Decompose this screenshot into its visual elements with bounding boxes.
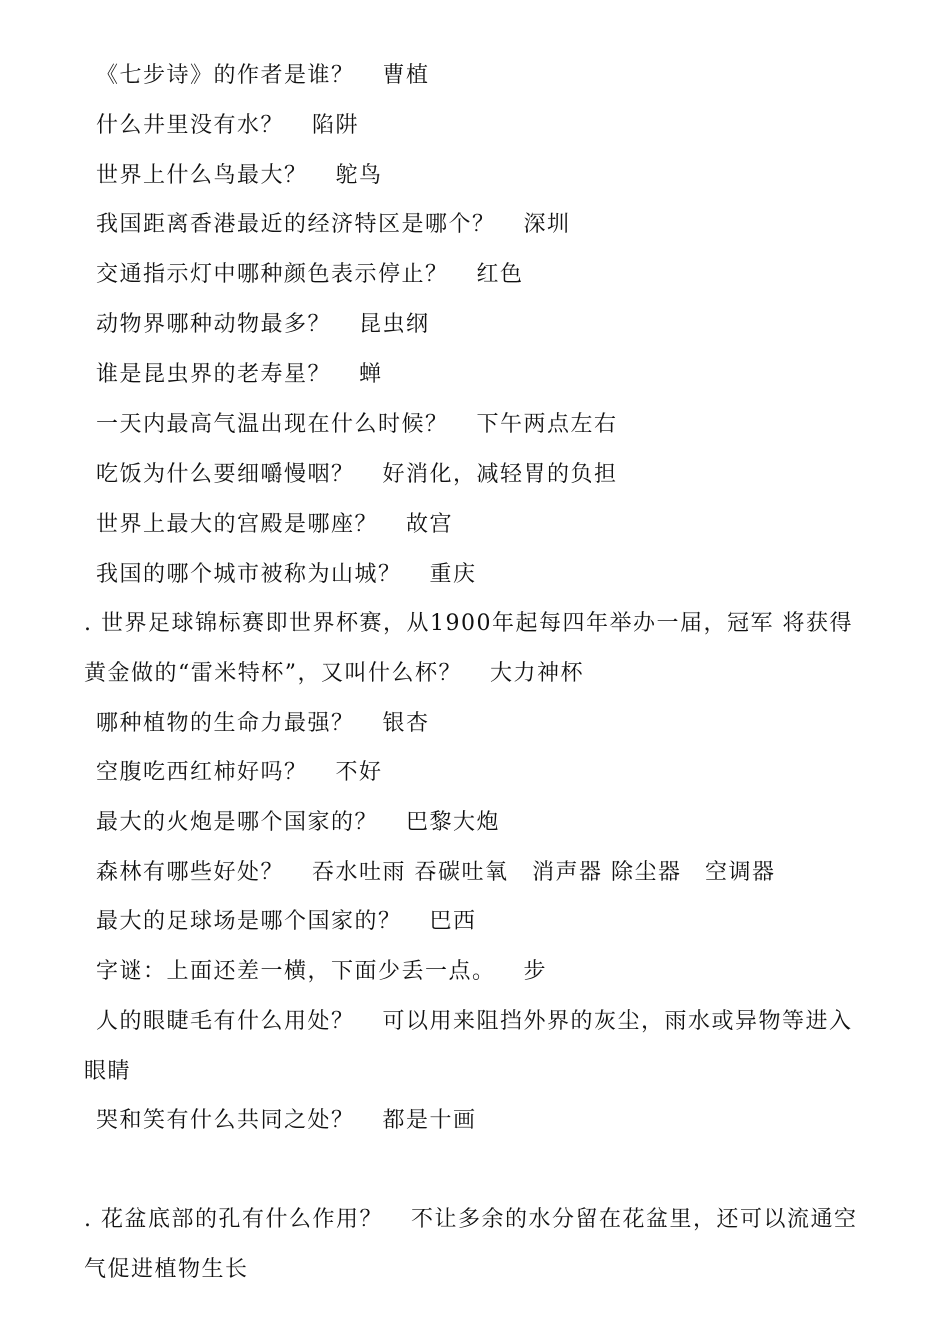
answer: 重庆 (429, 562, 477, 587)
question: 《七步诗》的作者是谁？ (96, 63, 355, 88)
qa-line-12a (84, 609, 884, 639)
qa-line-13 (96, 709, 896, 739)
qa-line-7 (96, 360, 896, 390)
answer: 蝉 (359, 362, 383, 387)
answer: 不好 (335, 760, 383, 785)
question: 最大的火炮是哪个国家的？ (96, 810, 379, 835)
answer: 好消化，减轻胃的负担 (382, 462, 618, 487)
answer: 银杏 (382, 711, 430, 736)
question: 人的眼睫毛有什么用处？ (96, 1009, 355, 1034)
answer: 昆虫纲 (359, 312, 430, 337)
qa-line-19a (96, 1007, 896, 1037)
answer: 曹植 (382, 63, 430, 88)
qa-line-16 (96, 858, 896, 888)
question: 交通指示灯中哪种颜色表示停止？ (96, 262, 449, 287)
qa-line-15 (96, 808, 896, 838)
question: 字谜：上面还差一横，下面少丢一点。 (96, 959, 496, 984)
question: 一天内最高气温出现在什么时候？ (96, 412, 449, 437)
answer: 不让多余的水分留在花盆里，还可以流通空 (411, 1207, 858, 1232)
qa-line-1 (96, 61, 896, 91)
answer-continued: 气促进植物生长 (84, 1257, 249, 1282)
question-continued: 黄金做的“雷米特杯”，又叫什么杯？ (84, 661, 462, 686)
qa-line-12b (84, 659, 884, 689)
answer: 下午两点左右 (476, 412, 618, 437)
question: . 花盆底部的孔有什么作用？ (84, 1207, 383, 1232)
question: 世界上最大的宫殿是哪座？ (96, 512, 379, 537)
answer-continued: 眼睛 (84, 1059, 132, 1084)
question: 空腹吃西红柿好吗？ (96, 760, 308, 785)
qa-line-4 (96, 210, 896, 240)
answer: 步 (523, 959, 548, 984)
qa-line-17 (96, 907, 896, 937)
answer: 陷阱 (312, 113, 360, 138)
qa-line-11 (96, 560, 896, 590)
question: 哪种植物的生命力最强？ (96, 711, 355, 736)
qa-line-21b (84, 1255, 884, 1285)
qa-line-8 (96, 410, 896, 440)
qa-line-9 (96, 460, 896, 490)
answer: 吞水吐雨 吞碳吐氧 消声器 除尘器 空调器 (312, 860, 776, 885)
qa-line-20 (96, 1106, 896, 1136)
qa-line-19b (84, 1057, 884, 1087)
question: . 世界足球锦标赛即世界杯赛，从1900年起每四年举办一届，冠军 将获得 (84, 611, 853, 636)
qa-line-5 (96, 260, 896, 290)
qa-line-14 (96, 758, 896, 788)
question: 什么井里没有水？ (96, 113, 285, 138)
question: 我国的哪个城市被称为山城？ (96, 562, 402, 587)
question: 森林有哪些好处？ (96, 860, 285, 885)
qa-line-18 (96, 957, 896, 987)
question: 吃饭为什么要细嚼慢咽？ (96, 462, 355, 487)
answer: 鸵鸟 (335, 163, 383, 188)
qa-line-10 (96, 510, 896, 540)
answer: 可以用来阻挡外界的灰尘，雨水或异物等进入 (382, 1009, 853, 1034)
qa-line-2 (96, 111, 896, 141)
answer: 故宫 (406, 512, 454, 537)
question: 哭和笑有什么共同之处？ (96, 1108, 355, 1133)
question: 最大的足球场是哪个国家的？ (96, 909, 402, 934)
answer: 大力神杯 (490, 661, 585, 686)
answer: 巴西 (429, 909, 477, 934)
question: 世界上什么鸟最大？ (96, 163, 308, 188)
answer: 深圳 (523, 212, 571, 237)
answer: 巴黎大炮 (406, 810, 501, 835)
qa-line-21a (84, 1205, 884, 1235)
question: 动物界哪种动物最多？ (96, 312, 332, 337)
qa-line-3 (96, 161, 896, 191)
question: 谁是昆虫界的老寿星？ (96, 362, 332, 387)
question: 我国距离香港最近的经济特区是哪个？ (96, 212, 496, 237)
qa-line-6 (96, 310, 896, 340)
answer: 红色 (476, 262, 524, 287)
answer: 都是十画 (382, 1108, 477, 1133)
